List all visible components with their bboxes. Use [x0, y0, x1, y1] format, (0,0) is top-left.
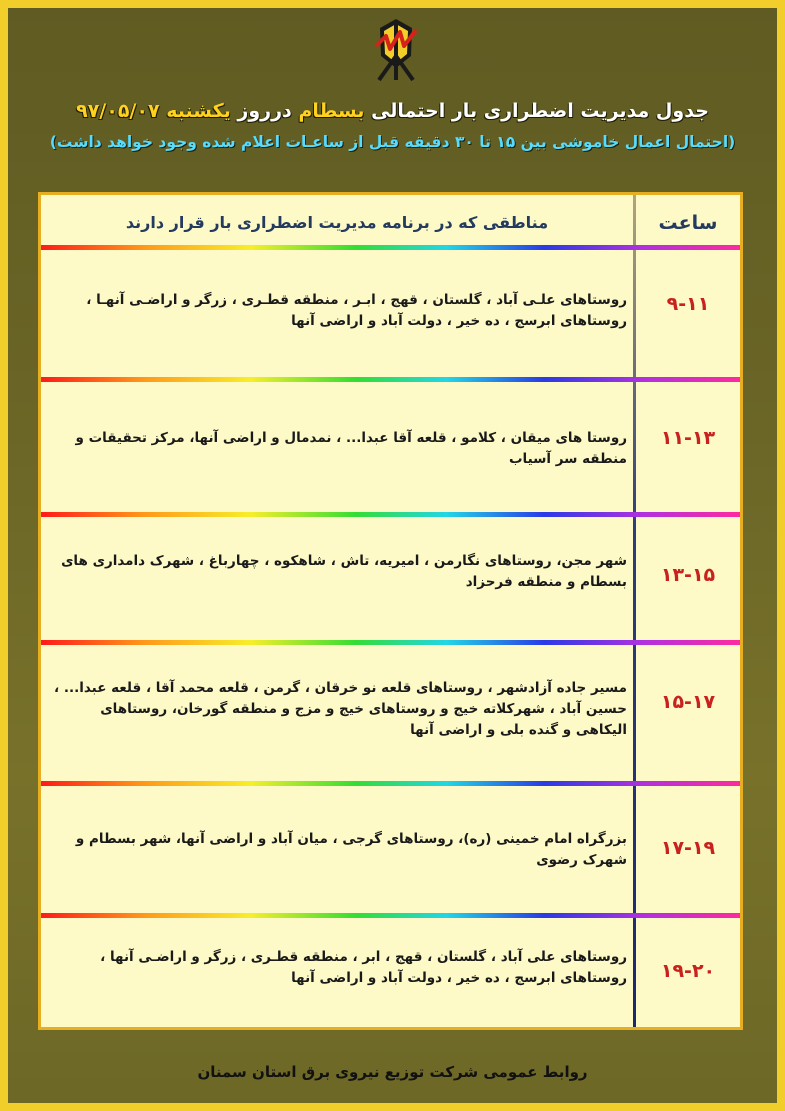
- row-3-rainbow-divider: [41, 640, 740, 645]
- row-3-time: ۱۳-۱۵: [660, 564, 716, 586]
- title-day: یکشنبه: [166, 100, 231, 122]
- row-5-areas: بزرگراه امام خمینی (ره)، روستاهای گرجی ، میان آباد و اراضی آنها، شهر بسطام و شهرک رضوی: [75, 831, 627, 868]
- header-rainbow-divider: [41, 245, 740, 250]
- row-3-areas: شهر مجن، روستاهای نگارمن ، امیریه، تاش ، شاهکوه ، چهارباغ ، شهرک دامداری های بسطام و منطقه فرحزاد: [61, 553, 627, 590]
- row-4-time: ۱۵-۱۷: [660, 691, 716, 713]
- header-areas: مناطقی که در برنامه مدیریت اضطراری بار قرار دارند: [125, 213, 549, 232]
- title-date: ۹۷/۰۵/۰۷: [76, 100, 160, 122]
- title-place: بسطام: [298, 100, 365, 122]
- column-divider: [633, 195, 636, 1027]
- row-2-time: ۱۱-۱۳: [660, 427, 716, 449]
- row-2-areas: روستا های میقان ، کلامو ، قلعه آقا عبدا... ، نمدمال و اراضی آنها، مرکز تحقیقات و منطقه سر آسیاب: [75, 430, 627, 467]
- title-main: جدول مدیریت اضطراری بار احتمالی: [371, 100, 709, 122]
- row-5-time: ۱۷-۱۹: [660, 837, 716, 859]
- title-day-prefix: درروز: [237, 100, 292, 122]
- row-4-areas: مسیر جاده آزادشهر ، روستاهای قلعه نو خرقان ، گرمن ، قلعه محمد آقا ، قلعه عبدا... ، حسین آباد ، شهرکلاته خیج و روستاهای خیج و مزج و منطقه گورخان، روستاهای الیکاهی و گنده بلی و اراضی آنها: [54, 680, 627, 738]
- header-time: ساعت: [658, 212, 718, 234]
- row-5-rainbow-divider: [41, 913, 740, 918]
- page-subtitle: (احتمال اعمال خاموشی بین ۱۵ تا ۳۰ دقیقه قبل از ساعـات اعلام شده وجود خواهد داشت): [49, 133, 736, 151]
- row-6-time: ۱۹-۲۰: [660, 960, 716, 982]
- row-1-rainbow-divider: [41, 377, 740, 382]
- row-4-rainbow-divider: [41, 781, 740, 786]
- page-title: [40, 100, 745, 122]
- row-1-time: ۹-۱۱: [666, 293, 710, 315]
- footer-credit: روابط عمومی شرکت توزیع نیروی برق استان سمنان: [197, 1063, 588, 1081]
- power-company-logo-icon: [367, 16, 425, 82]
- schedule-table: [38, 192, 743, 1030]
- row-1-areas: روستاهای علـی آباد ، گلستان ، قهج ، ابـر ، منطقه قطـری ، زرگر و اراضـی آنهـا ، روستاهای ابرسج ، ده خیر ، دولت آباد و اراضی آنها: [86, 292, 627, 329]
- row-6-areas: روستاهای علی آباد ، گلستان ، قهج ، ابر ، منطقه قطـری ، زرگر و اراضـی آنها ، روستاهای ابرسج ، ده خیر ، دولت آباد و اراضی آنها: [100, 949, 627, 986]
- row-2-rainbow-divider: [41, 512, 740, 517]
